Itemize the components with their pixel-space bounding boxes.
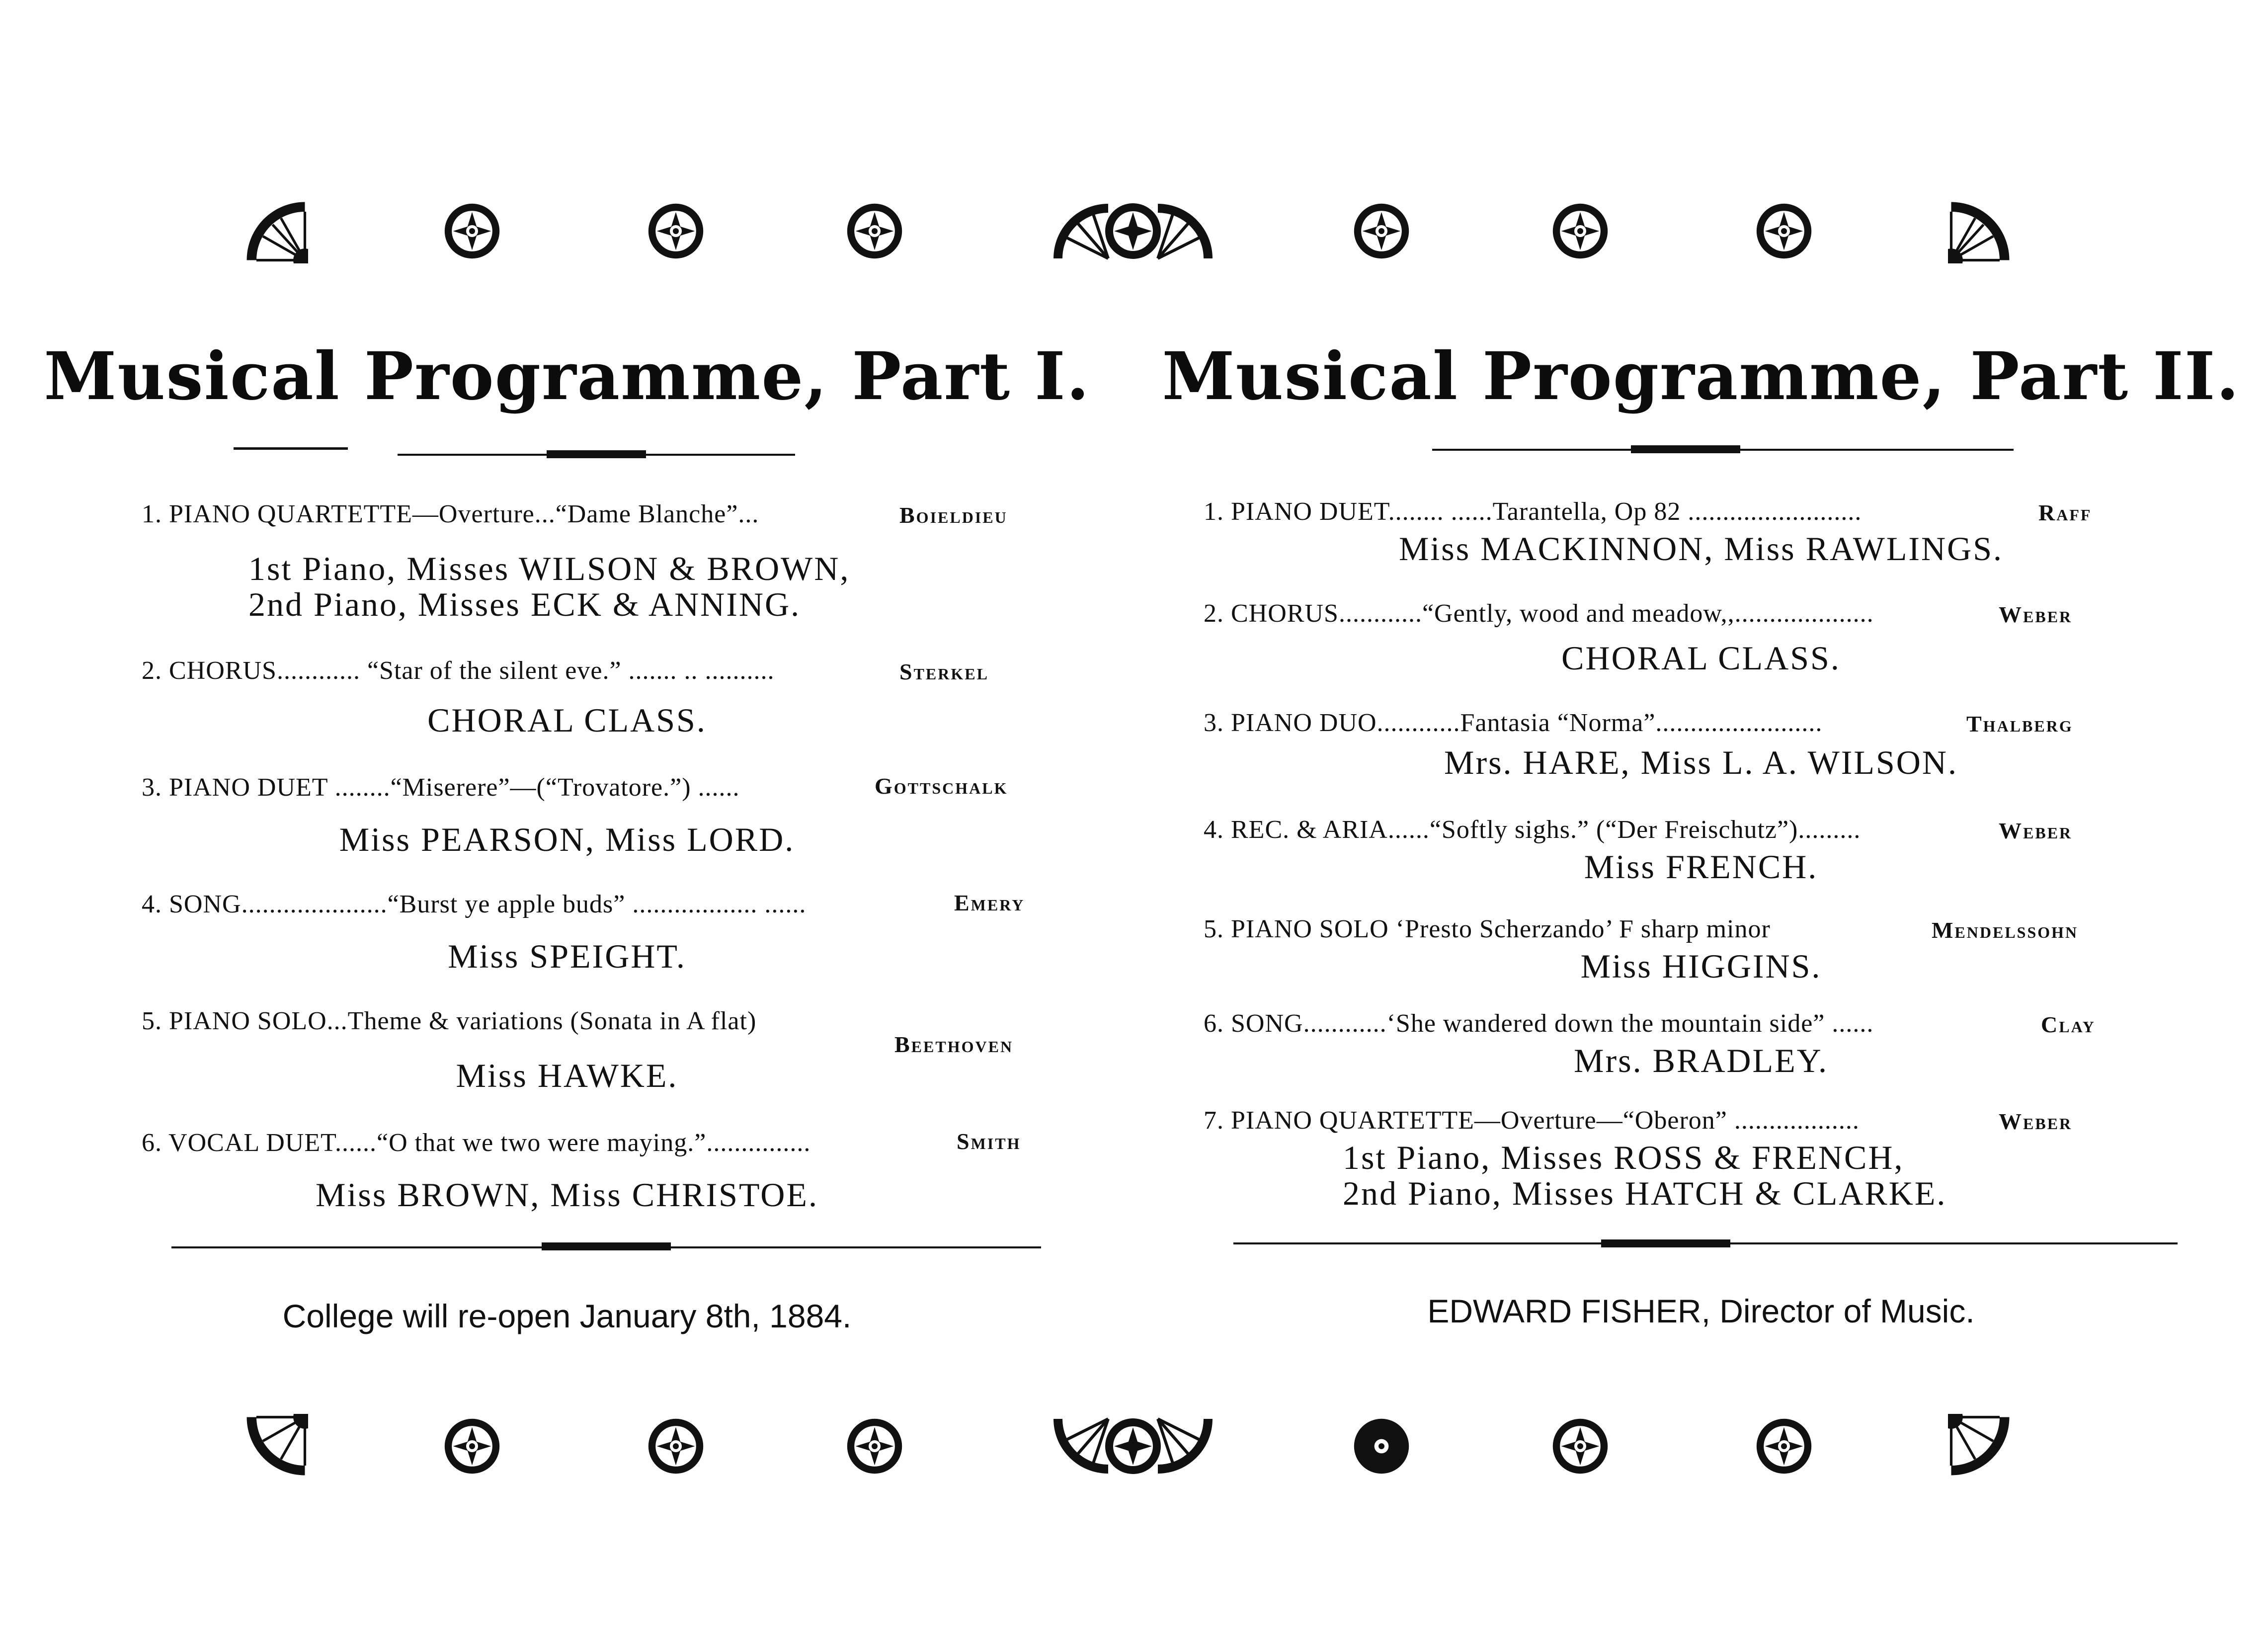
title-rule-thick (1631, 445, 1740, 453)
composer-name: Weber (1999, 602, 2073, 627)
title-rule-short (234, 447, 348, 450)
performer-line: Mrs. BRADLEY. (1574, 1042, 1828, 1079)
reopen-notice: College will re-open January 8th, 1884. (282, 1298, 852, 1334)
performer-line: CHORAL CLASS. (427, 701, 707, 739)
performer-line: 1st Piano, Misses WILSON & BROWN, (248, 550, 850, 587)
piece-line: 5. PIANO SOLO...Theme & variations (Sonata in A flat) (142, 1007, 757, 1035)
composer-name: Mendelssohn (1932, 917, 2079, 943)
composer-name: Clay (2041, 1012, 2096, 1037)
director-credit: EDWARD FISHER, Director of Music. (1427, 1293, 1975, 1329)
programme-part-two (1134, 0, 2268, 1645)
composer-name: Weber (1999, 1109, 2073, 1134)
composer-name: Weber (1999, 818, 2073, 843)
composer-name: Beethoven (894, 1032, 1014, 1057)
composer-name: Gottschalk (875, 773, 1008, 799)
part-two-title (1134, 338, 2268, 415)
performer-line: 2nd Piano, Misses ECK & ANNING. (248, 585, 801, 623)
piece-line: 6. SONG............‘She wandered down the mountain side” ...... (1204, 1009, 1874, 1038)
performer-line: Miss FRENCH. (1584, 848, 1818, 886)
performer-line: Miss PEARSON, Miss LORD. (339, 821, 795, 858)
piece-line: 5. PIANO SOLO ‘Presto Scherzando’ F sharp minor (1204, 915, 1771, 943)
performer-line: Miss BROWN, Miss CHRISTOE. (316, 1176, 818, 1214)
composer-name: Emery (954, 890, 1025, 915)
part-two-title-text: Musical Programme, Part II. (1162, 338, 2240, 415)
composer-name: Smith (957, 1129, 1021, 1154)
piece-line: 3. PIANO DUO............Fantasia “Norma”........................ (1204, 709, 1823, 737)
title-rule-thick (547, 450, 646, 458)
performer-line: Miss HAWKE. (456, 1057, 678, 1094)
piece-line: 1. PIANO DUET........ ......Tarantella, Op 82 ......................... (1204, 497, 1862, 526)
piece-line: 7. PIANO QUARTETTE—Overture—“Oberon” .................. (1204, 1106, 1860, 1135)
piece-line: 3. PIANO DUET ........“Miserere”—(“Trovatore.”) ...... (142, 773, 740, 802)
composer-name: Sterkel (899, 659, 989, 684)
part-one-title (0, 338, 1134, 415)
piece-line: 2. CHORUS............“Gently, wood and meadow,,.................... (1204, 599, 1874, 628)
performer-line: Miss HIGGINS. (1580, 947, 1822, 985)
footer-rule-thick (542, 1242, 671, 1250)
piece-line: 1. PIANO QUARTETTE—Overture...“Dame Blanche”... (142, 500, 759, 528)
composer-name: Raff (2038, 500, 2092, 525)
piece-line: 6. VOCAL DUET......“O that we two were maying.”............... (142, 1129, 811, 1157)
part-one-title-text: Musical Programme, Part I. (44, 338, 1090, 415)
performer-line: Miss SPEIGHT. (448, 937, 686, 975)
piece-line: 4. REC. & ARIA......“Softly sighs.” (“Der Freischutz”)......... (1204, 816, 1861, 844)
footer-rule-thick (1601, 1239, 1730, 1247)
performer-line: 2nd Piano, Misses HATCH & CLARKE. (1343, 1174, 1947, 1212)
piece-line: 2. CHORUS............ “Star of the silent eve.” ....... .. .......... (142, 657, 775, 685)
performer-line: Mrs. HARE, Miss L. A. WILSON. (1444, 743, 1958, 781)
piece-line: 4. SONG.....................“Burst ye apple buds” .................. ...... (142, 890, 807, 918)
composer-name: Boieldieu (899, 502, 1008, 528)
performer-line: 1st Piano, Misses ROSS & FRENCH, (1343, 1139, 1904, 1176)
performer-line: CHORAL CLASS. (1561, 639, 1841, 677)
performer-line: Miss MACKINNON, Miss RAWLINGS. (1398, 530, 2004, 568)
composer-name: Thalberg (1966, 711, 2073, 737)
